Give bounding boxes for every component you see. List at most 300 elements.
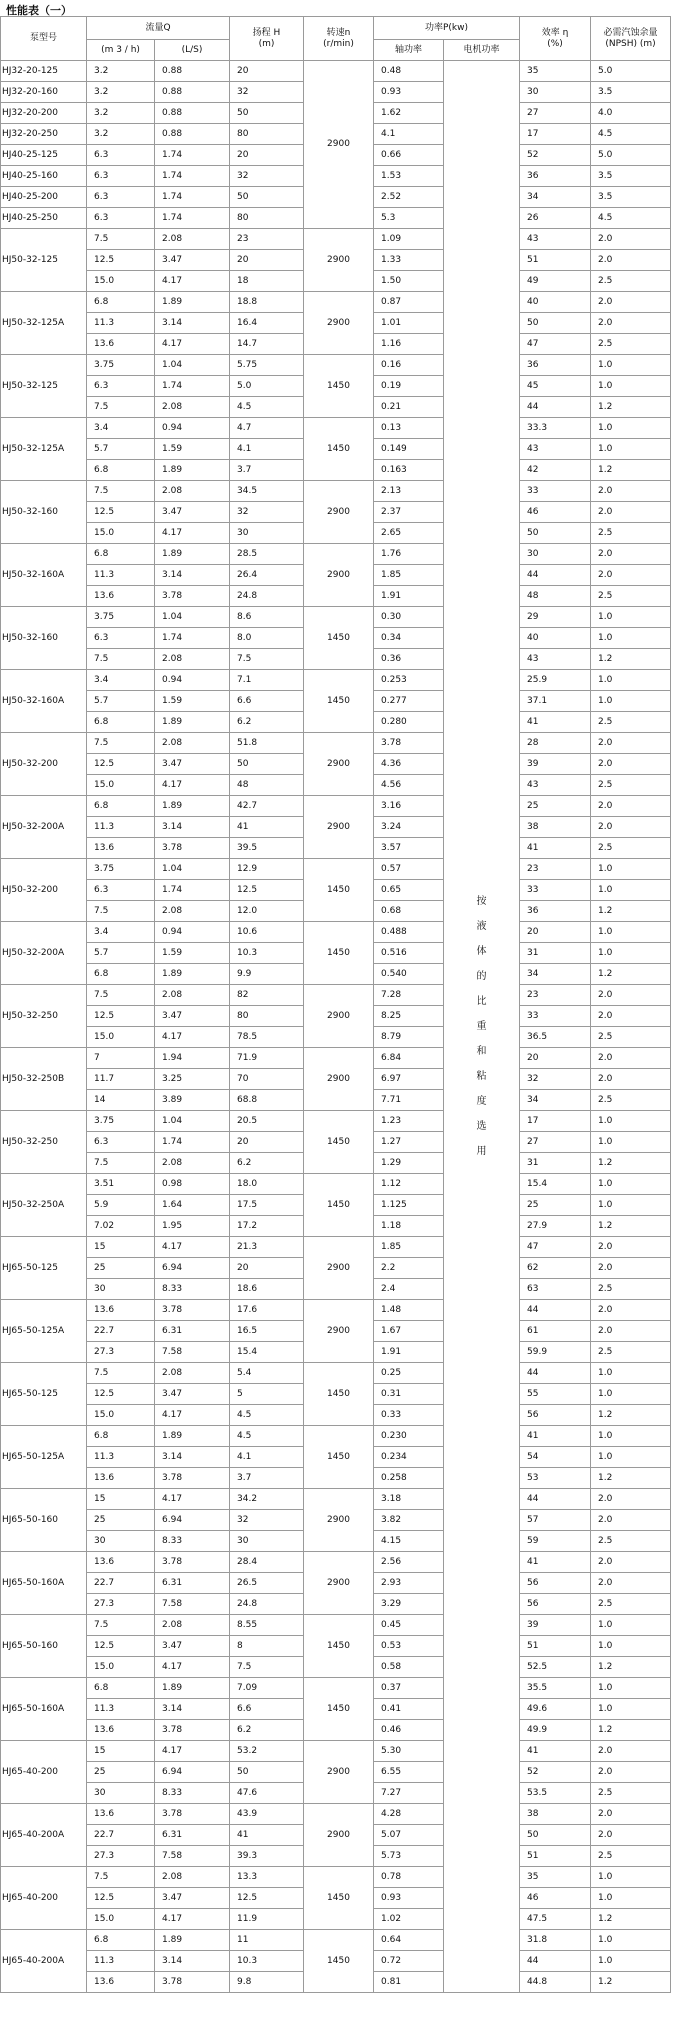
cell-npsh: 1.0 bbox=[591, 691, 671, 712]
cell-efficiency: 61 bbox=[520, 1321, 591, 1342]
cell-efficiency: 35 bbox=[520, 1867, 591, 1888]
cell-npsh: 1.2 bbox=[591, 460, 671, 481]
cell-npsh: 2.5 bbox=[591, 1594, 671, 1615]
cell-flow-m3h: 6.8 bbox=[87, 964, 155, 985]
cell-shaft-power: 1.18 bbox=[374, 1216, 444, 1237]
cell-flow-ls: 1.59 bbox=[155, 439, 230, 460]
cell-npsh: 2.0 bbox=[591, 1762, 671, 1783]
cell-head: 39.5 bbox=[230, 838, 304, 859]
cell-shaft-power: 4.36 bbox=[374, 754, 444, 775]
cell-flow-ls: 2.08 bbox=[155, 1867, 230, 1888]
cell-npsh: 1.2 bbox=[591, 1909, 671, 1930]
table-row bbox=[1, 1489, 671, 1510]
cell-flow-m3h: 12.5 bbox=[87, 250, 155, 271]
cell-npsh: 1.0 bbox=[591, 418, 671, 439]
cell-efficiency: 47 bbox=[520, 1237, 591, 1258]
cell-head: 9.8 bbox=[230, 1972, 304, 1993]
cell-head: 15.4 bbox=[230, 1342, 304, 1363]
cell-model: HJ65-40-200A bbox=[1, 1804, 87, 1867]
cell-npsh: 2.0 bbox=[591, 502, 671, 523]
cell-efficiency: 31.8 bbox=[520, 1930, 591, 1951]
cell-npsh: 2.0 bbox=[591, 796, 671, 817]
table-row bbox=[1, 1174, 671, 1195]
cell-npsh: 4.5 bbox=[591, 208, 671, 229]
cell-flow-m3h: 13.6 bbox=[87, 1972, 155, 1993]
cell-flow-m3h: 15 bbox=[87, 1489, 155, 1510]
cell-efficiency: 45 bbox=[520, 376, 591, 397]
cell-npsh: 2.0 bbox=[591, 754, 671, 775]
cell-shaft-power: 0.65 bbox=[374, 880, 444, 901]
cell-npsh: 1.2 bbox=[591, 1153, 671, 1174]
cell-flow-ls: 1.74 bbox=[155, 166, 230, 187]
cell-shaft-power: 5.73 bbox=[374, 1846, 444, 1867]
cell-model: HJ65-50-160 bbox=[1, 1615, 87, 1678]
cell-flow-m3h: 12.5 bbox=[87, 754, 155, 775]
cell-npsh: 2.0 bbox=[591, 1825, 671, 1846]
cell-npsh: 2.5 bbox=[591, 1279, 671, 1300]
cell-speed: 1450 bbox=[304, 1426, 374, 1489]
cell-efficiency: 62 bbox=[520, 1258, 591, 1279]
cell-npsh: 2.0 bbox=[591, 565, 671, 586]
cell-head: 11.9 bbox=[230, 1909, 304, 1930]
cell-speed: 1450 bbox=[304, 670, 374, 733]
cell-npsh: 1.0 bbox=[591, 922, 671, 943]
cell-npsh: 2.0 bbox=[591, 1258, 671, 1279]
cell-head: 7.1 bbox=[230, 670, 304, 691]
cell-npsh: 1.0 bbox=[591, 1951, 671, 1972]
cell-flow-m3h: 7.5 bbox=[87, 1615, 155, 1636]
cell-flow-ls: 3.47 bbox=[155, 1384, 230, 1405]
cell-shaft-power: 6.97 bbox=[374, 1069, 444, 1090]
cell-efficiency: 43 bbox=[520, 229, 591, 250]
cell-efficiency: 36.5 bbox=[520, 1027, 591, 1048]
cell-head: 10.6 bbox=[230, 922, 304, 943]
cell-flow-ls: 1.04 bbox=[155, 1111, 230, 1132]
cell-model: HJ65-40-200A bbox=[1, 1930, 87, 1993]
cell-head: 50 bbox=[230, 754, 304, 775]
cell-flow-m3h: 13.6 bbox=[87, 1468, 155, 1489]
cell-flow-m3h: 13.6 bbox=[87, 1552, 155, 1573]
cell-flow-m3h: 15.0 bbox=[87, 523, 155, 544]
cell-shaft-power: 1.23 bbox=[374, 1111, 444, 1132]
cell-efficiency: 23 bbox=[520, 859, 591, 880]
cell-flow-ls: 1.89 bbox=[155, 460, 230, 481]
cell-efficiency: 30 bbox=[520, 82, 591, 103]
cell-shaft-power: 0.53 bbox=[374, 1636, 444, 1657]
cell-flow-m3h: 3.75 bbox=[87, 355, 155, 376]
cell-flow-m3h: 5.9 bbox=[87, 1195, 155, 1216]
cell-npsh: 1.2 bbox=[591, 901, 671, 922]
cell-head: 32 bbox=[230, 502, 304, 523]
cell-shaft-power: 0.45 bbox=[374, 1615, 444, 1636]
cell-flow-ls: 1.04 bbox=[155, 607, 230, 628]
cell-flow-m3h: 13.6 bbox=[87, 586, 155, 607]
cell-flow-ls: 7.58 bbox=[155, 1846, 230, 1867]
cell-shaft-power: 0.234 bbox=[374, 1447, 444, 1468]
cell-efficiency: 57 bbox=[520, 1510, 591, 1531]
cell-head: 17.2 bbox=[230, 1216, 304, 1237]
cell-flow-m3h: 11.7 bbox=[87, 1069, 155, 1090]
cell-head: 12.9 bbox=[230, 859, 304, 880]
cell-efficiency: 36 bbox=[520, 166, 591, 187]
cell-flow-m3h: 6.3 bbox=[87, 187, 155, 208]
cell-efficiency: 44 bbox=[520, 1951, 591, 1972]
cell-flow-m3h: 3.4 bbox=[87, 418, 155, 439]
cell-head: 7.09 bbox=[230, 1678, 304, 1699]
cell-shaft-power: 5.07 bbox=[374, 1825, 444, 1846]
cell-speed: 1450 bbox=[304, 1678, 374, 1741]
cell-flow-ls: 0.94 bbox=[155, 670, 230, 691]
cell-efficiency: 35.5 bbox=[520, 1678, 591, 1699]
page-title: 性能表（一） bbox=[6, 4, 72, 17]
cell-shaft-power: 7.28 bbox=[374, 985, 444, 1006]
cell-shaft-power: 3.16 bbox=[374, 796, 444, 817]
cell-efficiency: 33 bbox=[520, 880, 591, 901]
cell-flow-ls: 4.17 bbox=[155, 523, 230, 544]
motor-power-note: 按液体的比重和粘度选用 bbox=[476, 896, 487, 1157]
cell-head: 7.5 bbox=[230, 649, 304, 670]
cell-shaft-power: 1.02 bbox=[374, 1909, 444, 1930]
cell-shaft-power: 0.540 bbox=[374, 964, 444, 985]
cell-flow-ls: 4.17 bbox=[155, 1741, 230, 1762]
table-row bbox=[1, 733, 671, 754]
cell-flow-m3h: 12.5 bbox=[87, 1384, 155, 1405]
cell-flow-m3h: 6.3 bbox=[87, 880, 155, 901]
table-row bbox=[1, 670, 671, 691]
cell-efficiency: 40 bbox=[520, 628, 591, 649]
cell-speed: 1450 bbox=[304, 607, 374, 670]
cell-efficiency: 30 bbox=[520, 544, 591, 565]
header-power: 功率P(kw) bbox=[374, 17, 520, 40]
cell-model: HJ40-25-200 bbox=[1, 187, 87, 208]
cell-speed: 1450 bbox=[304, 355, 374, 418]
header-speed: 转速n (r/min) bbox=[304, 17, 374, 61]
cell-npsh: 2.0 bbox=[591, 292, 671, 313]
cell-flow-ls: 4.17 bbox=[155, 271, 230, 292]
cell-flow-m3h: 7.5 bbox=[87, 229, 155, 250]
cell-shaft-power: 0.46 bbox=[374, 1720, 444, 1741]
cell-model: HJ50-32-125A bbox=[1, 418, 87, 481]
cell-shaft-power: 1.01 bbox=[374, 313, 444, 334]
cell-head: 47.6 bbox=[230, 1783, 304, 1804]
cell-model: HJ32-20-200 bbox=[1, 103, 87, 124]
cell-flow-m3h: 15.0 bbox=[87, 1909, 155, 1930]
cell-shaft-power: 4.1 bbox=[374, 124, 444, 145]
cell-shaft-power: 1.48 bbox=[374, 1300, 444, 1321]
cell-flow-ls: 1.74 bbox=[155, 376, 230, 397]
table-row bbox=[1, 796, 671, 817]
cell-efficiency: 32 bbox=[520, 1069, 591, 1090]
cell-model: HJ50-32-160 bbox=[1, 607, 87, 670]
cell-speed: 2900 bbox=[304, 1048, 374, 1111]
cell-efficiency: 44 bbox=[520, 1363, 591, 1384]
cell-npsh: 2.5 bbox=[591, 271, 671, 292]
cell-npsh: 2.0 bbox=[591, 313, 671, 334]
cell-npsh: 2.5 bbox=[591, 1531, 671, 1552]
cell-flow-ls: 1.74 bbox=[155, 145, 230, 166]
cell-npsh: 2.0 bbox=[591, 1573, 671, 1594]
cell-head: 18 bbox=[230, 271, 304, 292]
table-row bbox=[1, 1300, 671, 1321]
cell-head: 80 bbox=[230, 1006, 304, 1027]
cell-head: 4.5 bbox=[230, 1426, 304, 1447]
cell-motor-power-note bbox=[444, 61, 520, 1993]
cell-efficiency: 34 bbox=[520, 187, 591, 208]
cell-npsh: 1.0 bbox=[591, 1174, 671, 1195]
cell-efficiency: 44.8 bbox=[520, 1972, 591, 1993]
cell-head: 34.5 bbox=[230, 481, 304, 502]
cell-shaft-power: 8.25 bbox=[374, 1006, 444, 1027]
cell-npsh: 2.0 bbox=[591, 481, 671, 502]
cell-efficiency: 51 bbox=[520, 1636, 591, 1657]
table-row bbox=[1, 1741, 671, 1762]
cell-head: 6.6 bbox=[230, 1699, 304, 1720]
cell-model: HJ65-50-125 bbox=[1, 1363, 87, 1426]
cell-flow-ls: 0.94 bbox=[155, 922, 230, 943]
cell-flow-m3h: 6.8 bbox=[87, 544, 155, 565]
cell-npsh: 1.0 bbox=[591, 859, 671, 880]
cell-npsh: 2.0 bbox=[591, 1048, 671, 1069]
cell-shaft-power: 5.30 bbox=[374, 1741, 444, 1762]
cell-flow-m3h: 7 bbox=[87, 1048, 155, 1069]
cell-head: 41 bbox=[230, 817, 304, 838]
cell-efficiency: 27 bbox=[520, 1132, 591, 1153]
cell-flow-ls: 1.89 bbox=[155, 712, 230, 733]
cell-efficiency: 44 bbox=[520, 565, 591, 586]
cell-npsh: 2.5 bbox=[591, 712, 671, 733]
cell-flow-m3h: 3.75 bbox=[87, 1111, 155, 1132]
cell-head: 6.2 bbox=[230, 1720, 304, 1741]
cell-npsh: 4.0 bbox=[591, 103, 671, 124]
cell-npsh: 1.0 bbox=[591, 1678, 671, 1699]
header-npsh: 必需汽蚀余量 (NPSH) (m) bbox=[591, 17, 671, 61]
cell-speed: 2900 bbox=[304, 796, 374, 859]
header-head: 扬程 H (m) bbox=[230, 17, 304, 61]
cell-head: 30 bbox=[230, 1531, 304, 1552]
header-flow-ls: (L/S) bbox=[155, 40, 230, 61]
cell-flow-ls: 1.89 bbox=[155, 1678, 230, 1699]
cell-model: HJ32-20-125 bbox=[1, 61, 87, 82]
cell-npsh: 1.2 bbox=[591, 1468, 671, 1489]
cell-shaft-power: 0.230 bbox=[374, 1426, 444, 1447]
cell-flow-ls: 2.08 bbox=[155, 1615, 230, 1636]
cell-efficiency: 56 bbox=[520, 1573, 591, 1594]
cell-flow-m3h: 15.0 bbox=[87, 1405, 155, 1426]
table-row bbox=[1, 1426, 671, 1447]
cell-flow-m3h: 6.8 bbox=[87, 292, 155, 313]
cell-flow-ls: 6.94 bbox=[155, 1510, 230, 1531]
cell-speed: 1450 bbox=[304, 1363, 374, 1426]
cell-head: 80 bbox=[230, 208, 304, 229]
cell-shaft-power: 7.71 bbox=[374, 1090, 444, 1111]
cell-efficiency: 33 bbox=[520, 481, 591, 502]
cell-flow-ls: 1.04 bbox=[155, 859, 230, 880]
cell-shaft-power: 1.76 bbox=[374, 544, 444, 565]
table-row bbox=[1, 544, 671, 565]
table-row bbox=[1, 1363, 671, 1384]
cell-flow-ls: 8.33 bbox=[155, 1531, 230, 1552]
cell-head: 8.6 bbox=[230, 607, 304, 628]
cell-flow-m3h: 7.5 bbox=[87, 481, 155, 502]
cell-npsh: 1.2 bbox=[591, 1972, 671, 1993]
cell-efficiency: 23 bbox=[520, 985, 591, 1006]
cell-model: HJ40-25-125 bbox=[1, 145, 87, 166]
cell-flow-ls: 3.47 bbox=[155, 1006, 230, 1027]
cell-head: 4.5 bbox=[230, 1405, 304, 1426]
cell-shaft-power: 0.68 bbox=[374, 901, 444, 922]
cell-npsh: 2.5 bbox=[591, 1846, 671, 1867]
cell-flow-m3h: 12.5 bbox=[87, 1888, 155, 1909]
cell-flow-ls: 3.47 bbox=[155, 502, 230, 523]
cell-shaft-power: 0.87 bbox=[374, 292, 444, 313]
cell-head: 32 bbox=[230, 166, 304, 187]
cell-model: HJ50-32-250A bbox=[1, 1174, 87, 1237]
cell-shaft-power: 2.37 bbox=[374, 502, 444, 523]
cell-flow-ls: 2.08 bbox=[155, 397, 230, 418]
cell-flow-m3h: 11.3 bbox=[87, 817, 155, 838]
table-row bbox=[1, 1930, 671, 1951]
cell-flow-ls: 4.17 bbox=[155, 1405, 230, 1426]
cell-efficiency: 43 bbox=[520, 439, 591, 460]
table-row bbox=[1, 481, 671, 502]
cell-efficiency: 36 bbox=[520, 901, 591, 922]
cell-head: 20.5 bbox=[230, 1111, 304, 1132]
cell-npsh: 1.0 bbox=[591, 1636, 671, 1657]
cell-shaft-power: 1.85 bbox=[374, 565, 444, 586]
cell-shaft-power: 5.3 bbox=[374, 208, 444, 229]
cell-flow-m3h: 3.75 bbox=[87, 859, 155, 880]
cell-shaft-power: 0.21 bbox=[374, 397, 444, 418]
cell-npsh: 5.0 bbox=[591, 61, 671, 82]
cell-flow-m3h: 6.8 bbox=[87, 460, 155, 481]
cell-npsh: 1.2 bbox=[591, 649, 671, 670]
table-row bbox=[1, 1237, 671, 1258]
cell-flow-ls: 3.78 bbox=[155, 1300, 230, 1321]
cell-speed: 2900 bbox=[304, 1237, 374, 1300]
cell-flow-m3h: 15 bbox=[87, 1237, 155, 1258]
cell-efficiency: 33 bbox=[520, 1006, 591, 1027]
cell-npsh: 2.0 bbox=[591, 1006, 671, 1027]
cell-npsh: 2.0 bbox=[591, 1069, 671, 1090]
cell-flow-m3h: 6.3 bbox=[87, 208, 155, 229]
table-row bbox=[1, 229, 671, 250]
cell-head: 78.5 bbox=[230, 1027, 304, 1048]
cell-efficiency: 36 bbox=[520, 355, 591, 376]
cell-efficiency: 43 bbox=[520, 775, 591, 796]
cell-flow-m3h: 7.5 bbox=[87, 1363, 155, 1384]
cell-head: 23 bbox=[230, 229, 304, 250]
cell-flow-m3h: 7.5 bbox=[87, 985, 155, 1006]
cell-head: 32 bbox=[230, 82, 304, 103]
cell-efficiency: 46 bbox=[520, 502, 591, 523]
cell-head: 21.3 bbox=[230, 1237, 304, 1258]
cell-flow-ls: 3.78 bbox=[155, 1804, 230, 1825]
table-row bbox=[1, 1111, 671, 1132]
cell-head: 30 bbox=[230, 523, 304, 544]
cell-flow-ls: 0.94 bbox=[155, 418, 230, 439]
cell-flow-ls: 3.14 bbox=[155, 565, 230, 586]
cell-flow-ls: 1.74 bbox=[155, 1132, 230, 1153]
cell-efficiency: 59.9 bbox=[520, 1342, 591, 1363]
cell-efficiency: 42 bbox=[520, 460, 591, 481]
cell-npsh: 2.0 bbox=[591, 1804, 671, 1825]
cell-efficiency: 63 bbox=[520, 1279, 591, 1300]
cell-flow-ls: 3.14 bbox=[155, 817, 230, 838]
cell-model: HJ50-32-200 bbox=[1, 733, 87, 796]
cell-flow-ls: 0.88 bbox=[155, 103, 230, 124]
cell-shaft-power: 0.149 bbox=[374, 439, 444, 460]
cell-model: HJ50-32-125A bbox=[1, 292, 87, 355]
cell-head: 34.2 bbox=[230, 1489, 304, 1510]
cell-head: 5.0 bbox=[230, 376, 304, 397]
cell-shaft-power: 1.16 bbox=[374, 334, 444, 355]
cell-shaft-power: 4.15 bbox=[374, 1531, 444, 1552]
cell-shaft-power: 3.78 bbox=[374, 733, 444, 754]
cell-efficiency: 48 bbox=[520, 586, 591, 607]
table-row bbox=[1, 859, 671, 880]
cell-model: HJ50-32-125 bbox=[1, 355, 87, 418]
cell-flow-m3h: 5.7 bbox=[87, 691, 155, 712]
cell-shaft-power: 2.2 bbox=[374, 1258, 444, 1279]
cell-flow-ls: 1.64 bbox=[155, 1195, 230, 1216]
cell-flow-ls: 2.08 bbox=[155, 649, 230, 670]
cell-npsh: 2.0 bbox=[591, 1321, 671, 1342]
cell-head: 5.4 bbox=[230, 1363, 304, 1384]
cell-flow-m3h: 22.7 bbox=[87, 1573, 155, 1594]
table-row bbox=[1, 61, 671, 82]
cell-head: 16.4 bbox=[230, 313, 304, 334]
cell-flow-m3h: 30 bbox=[87, 1783, 155, 1804]
cell-model: HJ32-20-250 bbox=[1, 124, 87, 145]
cell-npsh: 2.5 bbox=[591, 523, 671, 544]
cell-shaft-power: 4.56 bbox=[374, 775, 444, 796]
header-flow: 流量Q bbox=[87, 17, 230, 40]
cell-flow-ls: 4.17 bbox=[155, 1027, 230, 1048]
cell-npsh: 1.0 bbox=[591, 607, 671, 628]
cell-flow-ls: 6.94 bbox=[155, 1762, 230, 1783]
cell-flow-ls: 1.74 bbox=[155, 628, 230, 649]
cell-model: HJ65-50-160A bbox=[1, 1678, 87, 1741]
cell-flow-m3h: 22.7 bbox=[87, 1321, 155, 1342]
cell-flow-m3h: 15.0 bbox=[87, 271, 155, 292]
cell-flow-m3h: 7.5 bbox=[87, 397, 155, 418]
cell-npsh: 1.0 bbox=[591, 1930, 671, 1951]
cell-speed: 2900 bbox=[304, 985, 374, 1048]
cell-shaft-power: 6.55 bbox=[374, 1762, 444, 1783]
cell-head: 10.3 bbox=[230, 943, 304, 964]
cell-efficiency: 49.9 bbox=[520, 1720, 591, 1741]
cell-shaft-power: 0.16 bbox=[374, 355, 444, 376]
cell-flow-m3h: 13.6 bbox=[87, 838, 155, 859]
cell-model: HJ65-50-160 bbox=[1, 1489, 87, 1552]
cell-flow-m3h: 25 bbox=[87, 1258, 155, 1279]
cell-efficiency: 31 bbox=[520, 1153, 591, 1174]
cell-efficiency: 44 bbox=[520, 1300, 591, 1321]
cell-head: 82 bbox=[230, 985, 304, 1006]
cell-head: 20 bbox=[230, 61, 304, 82]
cell-model: HJ50-32-250 bbox=[1, 985, 87, 1048]
cell-efficiency: 39 bbox=[520, 1615, 591, 1636]
cell-head: 43.9 bbox=[230, 1804, 304, 1825]
cell-efficiency: 37.1 bbox=[520, 691, 591, 712]
cell-flow-m3h: 6.3 bbox=[87, 145, 155, 166]
cell-flow-m3h: 3.75 bbox=[87, 607, 155, 628]
cell-flow-ls: 1.74 bbox=[155, 880, 230, 901]
cell-efficiency: 28 bbox=[520, 733, 591, 754]
cell-shaft-power: 0.258 bbox=[374, 1468, 444, 1489]
cell-npsh: 1.0 bbox=[591, 628, 671, 649]
cell-efficiency: 44 bbox=[520, 1489, 591, 1510]
